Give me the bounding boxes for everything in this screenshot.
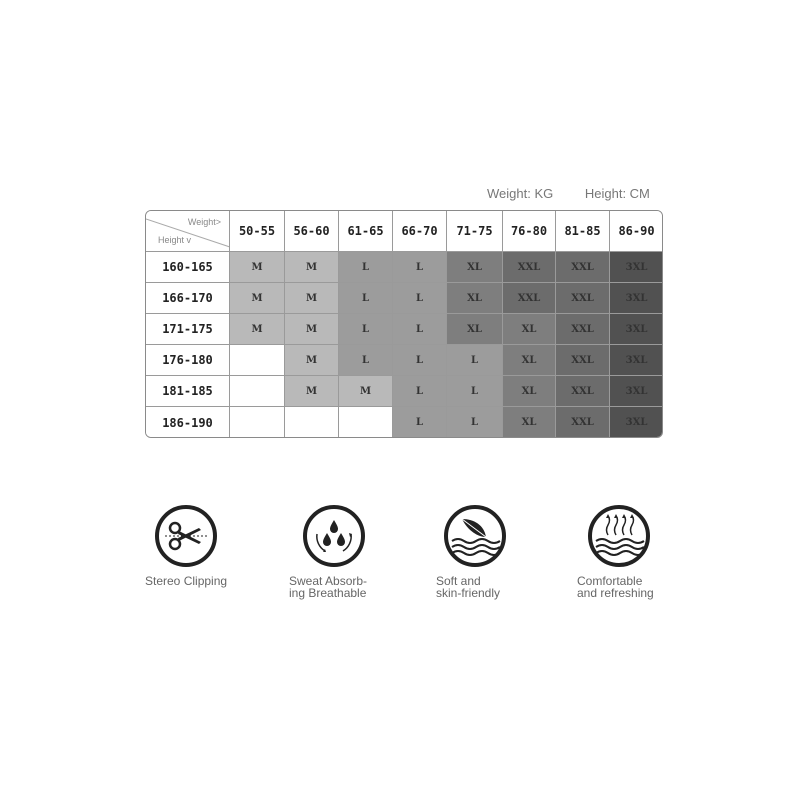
height-row-header: 176-180 [146,345,230,376]
size-cell: XL [447,314,503,345]
table-row [146,252,664,283]
height-row-header: 160-165 [146,252,230,283]
size-cell: XL [503,407,556,439]
scissors-icon [155,505,217,567]
size-cell: M [285,252,339,283]
size-cell: M [339,376,393,407]
table-row [146,314,664,345]
size-cell: 3XL [610,345,664,376]
table-row [146,407,664,439]
size-cell: 3XL [610,283,664,314]
height-row-header: 186-190 [146,407,230,439]
feature-caption: Soft and skin-friendly [436,574,501,600]
size-cell: XXL [556,252,610,283]
weight-column-header: 86-90 [610,211,664,252]
height-row-header: 181-185 [146,376,230,407]
size-cell: M [230,283,285,314]
size-cell: L [447,376,503,407]
size-cell [285,407,339,439]
size-cell: L [393,407,447,439]
size-cell: L [393,252,447,283]
weight-column-header: 61-65 [339,211,393,252]
steam-waves-icon [588,505,650,567]
weight-column-header: 71-75 [447,211,503,252]
size-cell: XL [447,283,503,314]
size-cell [230,407,285,439]
size-cell: XXL [503,283,556,314]
feature-caption: Sweat Absorb- ing Breathable [289,574,368,600]
size-cell: XXL [556,376,610,407]
size-cell [230,345,285,376]
size-cell: L [393,314,447,345]
size-cell: XXL [503,252,556,283]
corner-cell [146,211,230,252]
weight-unit-label: Weight: KG [487,186,554,201]
table-row [146,345,664,376]
header-row [146,211,664,252]
height-row-header: 171-175 [146,314,230,345]
size-cell: XL [447,252,503,283]
table-row [146,283,664,314]
feather-icon [444,505,506,567]
weight-column-header: 76-80 [503,211,556,252]
size-cell: M [285,314,339,345]
weight-column-header: 81-85 [556,211,610,252]
feature-caption: Stereo Clipping [145,574,228,588]
size-cell: L [447,345,503,376]
size-cell: XL [503,314,556,345]
size-cell: L [339,314,393,345]
weight-column-header: 50-55 [230,211,285,252]
size-cell: XXL [556,314,610,345]
size-cell: 3XL [610,314,664,345]
height-unit-label: Height: CM [584,186,650,201]
feature-list [0,505,800,615]
size-cell: L [339,252,393,283]
table-row [146,376,664,407]
feature-caption: Comfortable and refreshing [577,574,654,600]
size-cell: 3XL [610,376,664,407]
size-cell: XXL [556,283,610,314]
height-row-header: 166-170 [146,283,230,314]
size-cell: M [230,314,285,345]
size-table [145,210,663,438]
size-cell: 3XL [610,252,664,283]
droplets-icon [303,505,365,567]
weight-column-header: 56-60 [285,211,339,252]
size-cell: L [339,283,393,314]
size-cell: XL [503,345,556,376]
size-cell: M [230,252,285,283]
units-legend [487,186,650,201]
corner-height-label: Height v [158,235,192,245]
size-cell: M [285,345,339,376]
size-cell: L [393,376,447,407]
corner-weight-label: Weight> [187,217,221,227]
size-cell: M [285,283,339,314]
size-chart [145,210,663,438]
weight-column-header: 66-70 [393,211,447,252]
size-cell: XL [503,376,556,407]
size-cell: XXL [556,407,610,439]
size-cell: L [393,345,447,376]
size-cell: L [447,407,503,439]
size-cell: XXL [556,345,610,376]
size-cell [230,376,285,407]
size-cell [339,407,393,439]
size-cell: L [393,283,447,314]
size-cell: M [285,376,339,407]
size-cell: 3XL [610,407,664,439]
size-cell: L [339,345,393,376]
